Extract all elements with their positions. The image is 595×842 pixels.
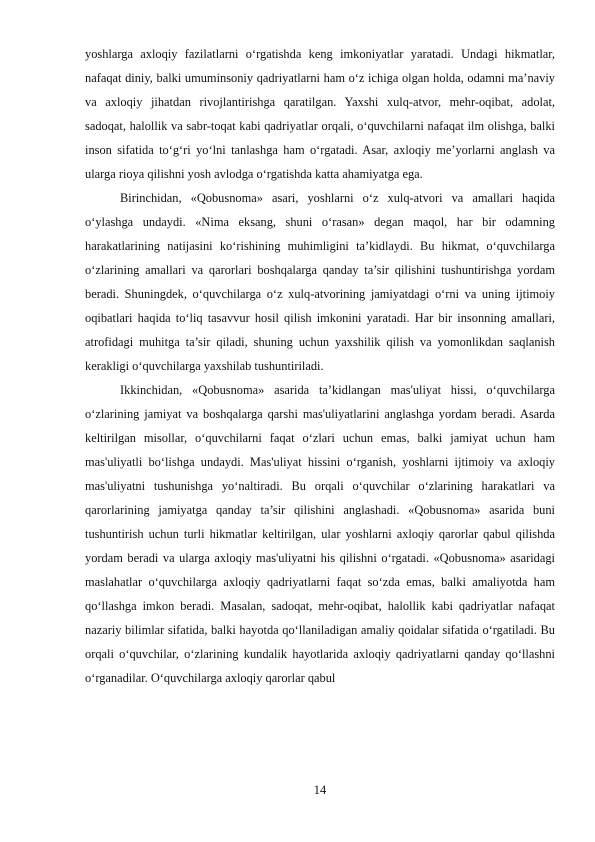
paragraph-ikkinchidan: Ikkinchidan, «Qobusnoma» asarida ta’kidlangan mas'uliyat hissi, o‘quvchilarga o‘zlarining jamiyat va boshqalarga qarshi mas'uliyatlarini anglashga yordam beradi. Asarda keltirilgan misollar, o‘quvchilarni faqat o‘zlari uchun emas, balki jamiyat uchun ham mas'uliyatli bo‘lishga undaydi. Mas'uliyat hissini o‘rganish, yoshlarni ijtimoiy va axloqiy mas'uliyatni tushunishga yo‘naltiradi. Bu orqali o‘quvchilar o‘zlarining harakatlari va qarorlarining jamiyatga qanday ta’sir qilishini anglashadi. «Qobusnoma» asarida buni tushuntirish uchun turli hikmatlar keltirilgan, ular yoshlarni axloqiy qarorlar qabul qilishda yordam beradi va ularga axloqiy mas'uliyatni his qilishni o‘rgatadi. «Qobusnoma» asaridagi maslahatlar o‘quvchilarga axloqiy qadriyatlarni faqat so‘zda emas, balki amaliyotda ham qo‘llashga imkon beradi. Masalan, sadoqat, mehr-oqibat, halollik kabi qadriyatlar nafaqat nazariy bilimlar sifatida, balki hayotda qo‘llaniladigan amaliy qoidalar sifatida o‘rgatiladi. Bu orqali o‘quvchilar, o‘zlarining kundalik hayotlarida axloqiy qadriyatlarni qanday qo‘llashni o‘rganadilar. O‘quvchilarga axloqiy qarorlar qabul: [85, 383, 555, 685]
page-number: 14: [313, 783, 327, 797]
document-page: [85, 42, 555, 690]
paragraph-birinchidan: Birinchidan, «Qobusnoma» asari, yoshlarni o‘z xulq-atvori va amallari haqida o‘ylashga undaydi. «Nima eksang, shuni o‘rasan» degan maqol, har bir odamning harakatlarining natijasini ko‘rishining muhimligini ta’kidlaydi. Bu hikmat, o‘quvchilarga o‘zlarining amallari va qarorlari boshqalarga qanday ta’sir qilishini tushuntirishga yordam beradi. Shuningdek, o‘quvchilarga o‘z xulq-atvorining jamiyatdagi o‘rni va uning ijtimoiy oqibatlari haqida to‘liq tasavvur hosil qilish imkonini yaratadi. Har bir insonning amallari, atrofidagi muhitga ta’sir qiladi, shuning uchun yaxshilik qilish va yomonlikdan saqlanish kerakligi o‘quvchilarga yaxshilab tushuntiriladi.: [85, 191, 555, 373]
paragraph-continuation: yoshlarga axloqiy fazilatlarni o‘rgatishda keng imkoniyatlar yaratadi. Undagi hikmatlar, nafaqat diniy, balki umuminsoniy qadriyatlarni ham o‘z ichiga olgan holda, odamni ma’naviy va axloqiy jihatdan rivojlantirishga qaratilgan. Yaxshi xulq-atvor, mehr-oqibat, adolat, sadoqat, halollik va sabr-toqat kabi qadriyatlar orqali, o‘quvchilarni nafaqat ilm olishga, balki inson sifatida to‘g‘ri yo‘lni tanlashga ham o‘rgatadi. Asar, axloqiy me’yorlarni anglash va ularga rioya qilishni yosh avlodga o‘rgatishda katta ahamiyatga ega.: [85, 47, 555, 181]
